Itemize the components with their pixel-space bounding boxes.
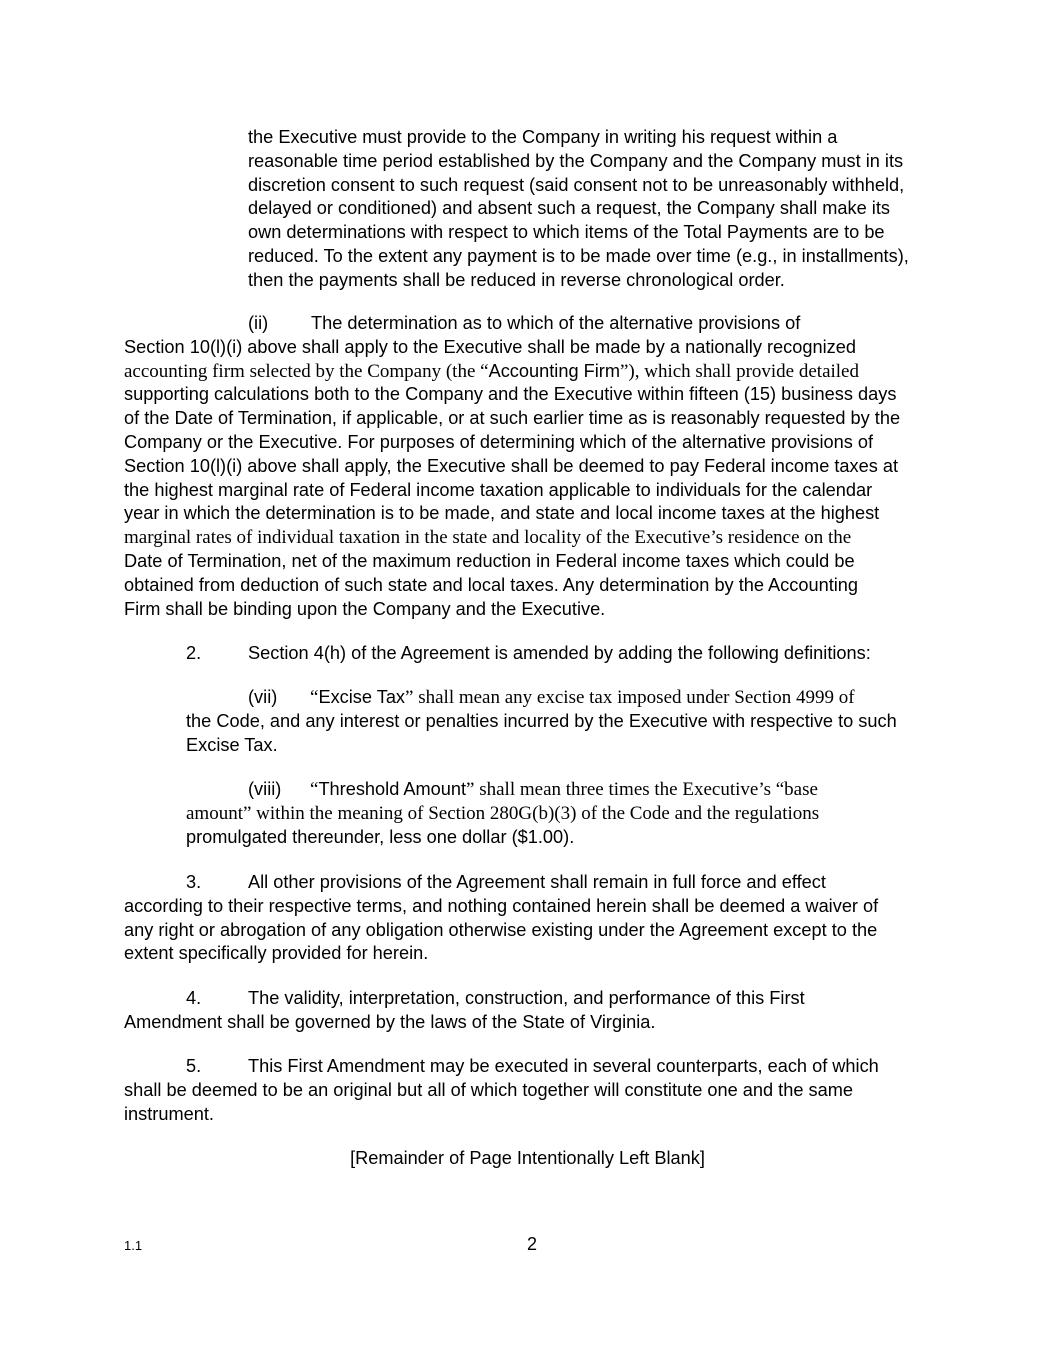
- text-line: [124, 360, 900, 384]
- item-number: 4.: [186, 988, 202, 1008]
- definition-vii: [186, 686, 897, 757]
- defined-term: Excise Tax: [318, 687, 406, 707]
- item-number: 3.: [186, 872, 202, 892]
- text-line: shall be deemed to be an original but all of which together will constitute one and the same: [124, 1079, 853, 1100]
- text-line: Amendment shall be governed by the laws of the State of Virginia.: [124, 1011, 656, 1032]
- text-line: Section 10(l)(i) above shall apply to the Executive shall be made by a nationally recognized: [124, 336, 856, 357]
- remainder-note: [Remainder of Page Intentionally Left Blank]: [350, 1148, 705, 1168]
- text-fragment: accounting firm selected by the Company (the “: [124, 360, 489, 382]
- text-line: [124, 1055, 879, 1079]
- section-item-3: [124, 871, 878, 966]
- text-line: extent specifically provided for herein.: [124, 943, 429, 964]
- text-line: [124, 312, 900, 336]
- text-line: any right or abrogation of any obligation otherwise existing under the Agreement except to the: [124, 919, 878, 940]
- text-fragment: This First Amendment may be executed in several counterparts, each of which: [248, 1056, 879, 1076]
- text-line: of the Date of Termination, if applicable, or at such earlier time as is reasonably requested by the: [124, 408, 901, 429]
- text-fragment: “: [310, 779, 319, 800]
- paragraph-ii: [124, 312, 900, 621]
- text-line: [186, 686, 897, 710]
- text-fragment: ” shall mean three times the Executive’s “base: [466, 779, 818, 800]
- text-line: the Code, and any interest or penalties incurred by the Executive with respective to such: [186, 710, 897, 731]
- section-item-5: [124, 1055, 879, 1126]
- text-fragment: The validity, interpretation, construction, and performance of this First: [248, 988, 805, 1008]
- paragraph-i-continued: [248, 126, 909, 293]
- text-line: the highest marginal rate of Federal income taxation applicable to individuals for the calendar: [124, 479, 873, 500]
- text-line: according to their respective terms, and nothing contained herein shall be deemed a waiver of: [124, 895, 879, 916]
- text-line: year in which the determination is to be made, and state and local income taxes at the highest: [124, 503, 880, 524]
- definition-label: (viii): [248, 779, 282, 799]
- definition-viii: [186, 778, 819, 849]
- item-number: 5.: [186, 1056, 202, 1076]
- text-line: reduced. To the extent any payment is to be made over time (e.g., in installments),: [248, 245, 909, 266]
- text-line: reasonable time period established by the Company and the Company must in its: [248, 150, 904, 171]
- text-line: [186, 642, 871, 666]
- text-line: then the payments shall be reduced in reverse chronological order.: [248, 269, 785, 290]
- text-line: promulgated thereunder, less one dollar ($1.00).: [186, 826, 575, 847]
- text-line: Section 10(l)(i) above shall apply, the Executive shall be deemed to pay Federal income taxes at: [124, 455, 899, 476]
- text-fragment: Section 4(h) of the Agreement is amended by adding the following definitions:: [248, 643, 871, 663]
- text-fragment: “: [310, 687, 319, 708]
- text-line: marginal rates of individual taxation in the state and locality of the Executive’s residence on the: [124, 527, 852, 549]
- text-line: supporting calculations both to the Company and the Executive within fifteen (15) business days: [124, 384, 897, 405]
- text-line: instrument.: [124, 1103, 214, 1124]
- text-line: the Executive must provide to the Company in writing his request within a: [248, 127, 838, 147]
- definition-label: (vii): [248, 687, 278, 707]
- text-fragment: All other provisions of the Agreement shall remain in full force and effect: [248, 872, 826, 892]
- item-number: 2.: [186, 643, 202, 663]
- text-line: own determinations with respect to which items of the Total Payments are to be: [248, 222, 885, 243]
- text-line: Excise Tax.: [186, 734, 278, 755]
- page-number: 2: [526, 1234, 537, 1254]
- text-line: obtained from deduction of such state and local taxes. Any determination by the Accounting: [124, 574, 859, 595]
- section-item-2: [186, 642, 871, 666]
- text-line: discretion consent to such request (said consent not to be unreasonably withheld,: [248, 174, 905, 195]
- text-line: Firm shall be binding upon the Company and the Executive.: [124, 598, 606, 619]
- text-fragment: ”), which shall provide detailed: [619, 360, 859, 382]
- text-line: Date of Termination, net of the maximum reduction in Federal income taxes which could be: [124, 550, 855, 571]
- text-fragment: The determination as to which of the alternative provisions of: [311, 313, 801, 333]
- defined-term: Accounting Firm: [488, 360, 620, 381]
- text-line: Company or the Executive. For purposes of determining which of the alternative provisions of: [124, 431, 874, 452]
- footer-version: 1.1: [124, 1238, 143, 1253]
- paragraph-label: (ii): [248, 313, 269, 333]
- text-fragment: ” shall mean any excise tax imposed under Section 4999 of: [405, 687, 855, 708]
- text-line: [186, 778, 819, 802]
- section-item-4: [124, 987, 805, 1035]
- text-line: [124, 871, 878, 895]
- text-line: amount” within the meaning of Section 280G(b)(3) of the Code and the regulations: [186, 802, 820, 824]
- text-line: delayed or conditioned) and absent such a request, the Company shall make its: [248, 198, 890, 219]
- defined-term: Threshold Amount: [318, 779, 467, 799]
- text-line: [124, 987, 805, 1011]
